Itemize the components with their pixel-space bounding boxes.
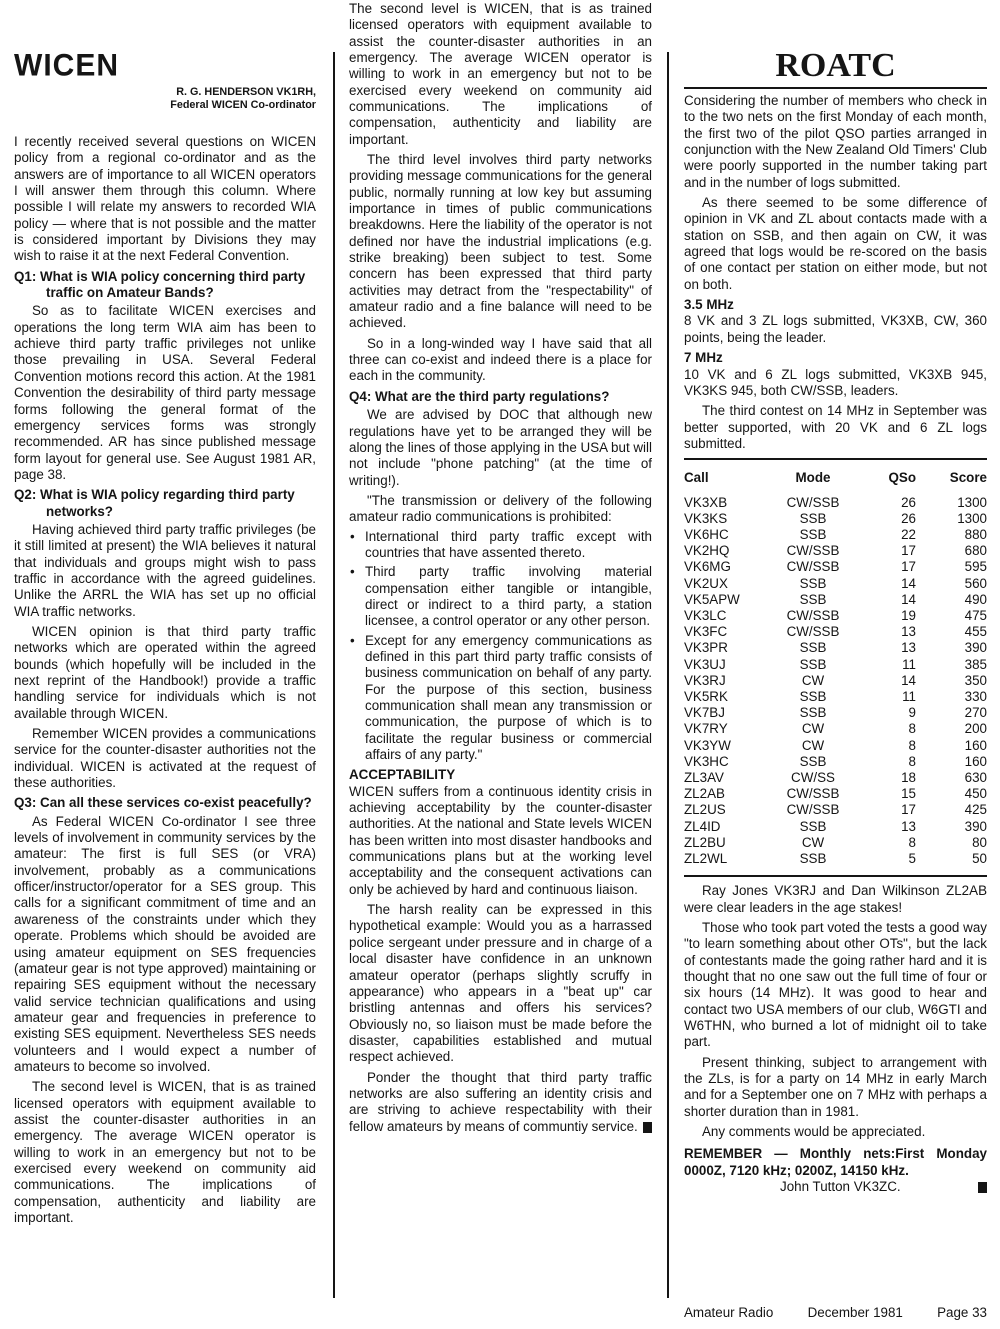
table-row	[684, 527, 987, 543]
roatc-paragraph-6: Present thinking, subject to arrangement with the ZLs, is for a party on 14 MHz in early March and for a September one on 7 MHz with perhaps a shorter duration than in 1981.	[684, 1054, 987, 1119]
page-number: Page 33	[937, 1305, 987, 1320]
table-row	[684, 592, 987, 608]
cell-score: 160	[964, 753, 987, 769]
table-row	[684, 770, 987, 786]
cell-qso: 26	[901, 510, 916, 526]
remember-note: REMEMBER — Monthly nets:First Monday 0000Z, 7120 kHz; 0200Z, 14150 kHz.	[684, 1146, 987, 1178]
intro-paragraph: I recently received several questions on WICEN policy from a regional co-ordinator and as the answers are of importance to all WICEN operators I will answer them through this column. Where possible I will relate my answers to recorded WIA policy — where that is not possible and the matter is considered important by Divisions they may wish to raise it at the next Federal Convention.	[14, 134, 316, 264]
band-results-7mhz: 10 VK and 6 ZL logs submitted, VK3XB 945, VK3KS 945, both CW/SSB, leaders.	[684, 366, 987, 398]
question-3: Q3: Can all these services co-exist peacefully?	[14, 795, 312, 811]
cell-call: ZL2US	[684, 802, 726, 818]
author-name: R. G. HENDERSON VK1RH,	[176, 86, 316, 98]
cell-call: ZL3AV	[684, 770, 724, 786]
list-item: • International third party traffic except with countries that have assented thereto.	[350, 528, 652, 560]
cell-score: 680	[964, 543, 987, 559]
cell-qso: 8	[908, 753, 916, 769]
cell-score: 270	[964, 705, 987, 721]
q2-paragraph-1: Having achieved third party traffic privileges (be it still limited at present) the WIA believes it natural that individuals and groups might wish to pass traffic in accordance with the agreed guidelines. Unlike the ARRL the WIA has set up no official WIA traffic networks.	[14, 521, 316, 619]
page-footer	[684, 1305, 987, 1320]
cell-score: 50	[972, 851, 987, 867]
cell-qso: 13	[901, 624, 916, 640]
wicen-title: WICEN	[14, 48, 119, 83]
q2-paragraph-2: WICEN opinion is that third party traffic networks which are operated within the agreed bounds (which hopefully will be included in the next reprint of the Handbook!) provide a traffic handling service for individuals which is not available through WICEN.	[14, 623, 316, 721]
cell-qso: 19	[901, 607, 916, 623]
cell-qso: 8	[908, 834, 916, 850]
cell-score: 630	[964, 770, 987, 786]
end-mark	[978, 1182, 987, 1193]
table-row	[684, 819, 987, 835]
cell-mode: SSB	[799, 526, 827, 542]
cell-call: VK3UJ	[684, 656, 726, 672]
header-qso: QSo	[888, 470, 916, 486]
table-row	[684, 786, 987, 802]
roatc-column	[684, 48, 987, 1195]
table-row	[684, 624, 987, 640]
header-call: Call	[684, 470, 709, 486]
q3-paragraph-2-continued: The second level is WICEN, that is as trained licensed operators with equipment available to assist the counter-disaster authorities in an emergency. The average WICEN operator is willing to work in an emergency but not to be exercised every weekend on community aid communications. The implications of compensation, authenticity and liability are important.	[349, 1, 652, 147]
cell-score: 425	[964, 802, 987, 818]
q4-paragraph-2: "The transmission or delivery of the following amateur radio communications is prohibited:	[349, 492, 652, 525]
author-byline	[14, 86, 316, 112]
cell-qso: 13	[901, 640, 916, 656]
cell-call: VK2HQ	[684, 543, 730, 559]
cell-mode: SSB	[799, 591, 827, 607]
cell-qso: 15	[901, 786, 916, 802]
column-rule-2	[667, 52, 669, 1298]
publication-name: Amateur Radio	[684, 1305, 774, 1320]
cell-mode: SSB	[799, 640, 827, 656]
cell-mode: SSB	[799, 851, 827, 867]
cell-score: 390	[964, 818, 987, 834]
cell-mode: SSB	[799, 575, 827, 591]
question-1: Q1: What is WIA policy concerning third party traffic on Amateur Bands?	[14, 268, 306, 301]
cell-call: VK3YW	[684, 737, 731, 753]
question-4: Q4: What are the third party regulations?	[349, 388, 610, 404]
cell-score: 200	[964, 721, 987, 737]
issue-date: December 1981	[807, 1305, 903, 1320]
cell-mode: SSB	[799, 510, 827, 526]
cell-call: VK6HC	[684, 526, 729, 542]
cell-mode: CW/SSB	[786, 802, 840, 818]
q2-paragraph-3: Remember WICEN provides a communications service for the counter-disaster authorities not the individual. WICEN is activated at the request of these authorities.	[14, 726, 316, 791]
table-row	[684, 738, 987, 754]
cell-mode: CW/SS	[791, 770, 835, 786]
roatc-paragraph-4: Ray Jones VK3RJ and Dan Wilkinson ZL2AB were clear leaders in the age stakes!	[684, 883, 987, 915]
cell-mode: SSB	[799, 818, 827, 834]
author-role: Federal WICEN Co-ordinator	[170, 99, 316, 111]
cell-score: 160	[964, 737, 987, 753]
cell-call: ZL2WL	[684, 851, 728, 867]
table-row	[684, 543, 987, 559]
table-row	[684, 802, 987, 818]
roatc-paragraph-5: Those who took part voted the tests a good way "to learn something about other OTs", but the lack of contestants made the going rather hard and it is thought that no one saw out the full time of four or six hours (14 MHz). It was good to hear and contact two USA members of our club, W6GTI and W6THN, who burned a lot of midnight oil to take part.	[684, 919, 987, 1050]
table-row	[684, 754, 987, 770]
table-row	[684, 608, 987, 624]
header-mode: Mode	[795, 470, 831, 486]
cell-qso: 8	[908, 721, 916, 737]
cell-score: 350	[964, 672, 987, 688]
table-row	[684, 721, 987, 737]
results-table	[684, 468, 987, 867]
roatc-title: ROATC	[775, 47, 896, 84]
table-bottom-rule	[684, 875, 987, 877]
cell-qso: 14	[901, 575, 916, 591]
cell-qso: 11	[902, 656, 916, 672]
q3-paragraph-4: So in a long-winded way I have said that all three can co-exist and indeed there is a place for each in the community.	[349, 335, 652, 384]
cell-call: VK7RY	[684, 721, 728, 737]
acceptability-paragraph-3: Ponder the thought that third party traffic networks are also suffering an identity crisis and are striving to achieve respectability with their fellow amateurs by means of communtiy service.	[349, 1069, 652, 1134]
table-row	[684, 657, 987, 673]
cell-call: VK3LC	[684, 607, 727, 623]
cell-qso: 13	[901, 818, 916, 834]
cell-call: ZL2BU	[684, 834, 726, 850]
cell-call: VK3PR	[684, 640, 728, 656]
cell-score: 1300	[957, 510, 987, 526]
roatc-paragraph-1: Considering the number of members who check in to the two nets on the first Monday of each month, the first two of the pilot QSO parties arranged in conjunction with the New Zealand Old Timers' Club were poorly supported in the number taking part and in the number of logs submitted.	[684, 93, 987, 190]
q1-paragraph: So as to facilitate WICEN exercises and operations the long term WIA aim has been to achieve third party traffic privileges not unlike those prevailing in USA. Several Federal Convention motions record this action. At the 1981 Convention the desirability of third party message forms following the general format of the emergency services forms was strongly recommended. AR has since published message form layout for general use. See August 1981 AR, page 38.	[14, 303, 316, 482]
roatc-paragraph-7: Any comments would be appreciated.	[702, 1124, 926, 1140]
cell-call: VK7BJ	[684, 705, 725, 721]
cell-mode: CW/SSB	[786, 607, 840, 623]
table-header-row	[684, 468, 987, 494]
cell-qso: 26	[901, 494, 916, 510]
cell-call: VK3RJ	[684, 672, 726, 688]
roatc-paragraph-3: The third contest on 14 MHz in September was better supported, with 20 VK and 6 ZL logs submitted.	[684, 403, 987, 451]
column-rule-1	[333, 52, 335, 1298]
cell-mode: SSB	[799, 753, 827, 769]
cell-mode: SSB	[799, 656, 827, 672]
q4-paragraph-1: We are advised by DOC that although new regulations have yet to be arranged they will be along the lines of those applying in the USA but will not include "phone patching" (at the time of writing!).	[349, 407, 652, 488]
roatc-paragraph-2: As there seemed to be some difference of opinion in VK and ZL about contacts made with a station on SSB, and then again on CW, it was agreed that logs would be re-scored on the basis of one contact per station on either mode, but not on both.	[684, 195, 987, 292]
table-row	[684, 835, 987, 851]
table-row	[684, 673, 987, 689]
table-row	[684, 559, 987, 575]
cell-mode: CW	[801, 721, 825, 737]
acceptability-heading: ACCEPTABILITY	[349, 767, 456, 783]
cell-score: 80	[972, 834, 987, 850]
cell-qso: 8	[908, 737, 916, 753]
end-mark	[643, 1122, 652, 1133]
cell-mode: CW/SSB	[786, 494, 840, 510]
cell-mode: CW/SSB	[786, 543, 840, 559]
table-row	[684, 495, 987, 511]
roatc-title-rule	[684, 87, 987, 89]
table-row	[684, 640, 987, 656]
cell-qso: 17	[901, 802, 916, 818]
cell-call: VK6MG	[684, 559, 731, 575]
cell-score: 595	[964, 559, 987, 575]
table-row	[684, 705, 987, 721]
signoff: John Tutton VK3ZC.	[684, 1179, 987, 1195]
wicen-column-1	[14, 48, 316, 1225]
results-table-body	[684, 495, 987, 868]
cell-qso: 11	[902, 689, 916, 704]
cell-call: VK3KS	[684, 510, 728, 526]
band-heading-7mhz: 7 MHz	[684, 350, 723, 366]
cell-mode: CW/SSB	[786, 559, 840, 575]
cell-qso: 17	[901, 559, 916, 575]
cell-score: 1300	[957, 494, 987, 510]
table-row	[684, 576, 987, 592]
band-heading-3-5mhz: 3.5 MHz	[684, 297, 734, 313]
cell-call: VK3XB	[684, 494, 728, 510]
cell-call: VK3FC	[684, 624, 728, 640]
cell-call: ZL2AB	[684, 786, 725, 802]
prohibited-list	[349, 529, 652, 764]
cell-call: VK2UX	[684, 575, 728, 591]
cell-call: VK5APW	[684, 591, 740, 607]
cell-mode: CW	[801, 672, 825, 688]
cell-score: 390	[964, 640, 987, 656]
cell-score: 880	[964, 526, 987, 542]
header-score: Score	[949, 470, 987, 486]
cell-qso: 22	[901, 526, 916, 542]
cell-mode: SSB	[799, 705, 827, 721]
list-item: • Except for any emergency communications as defined in this part third party traffic consists of business communication on behalf of any party. For the purpose of this section, business communication shall mean any transmission or communication, the purpose of which is to facilitate the regular business or commercial affairs of any party."	[350, 632, 652, 763]
cell-mode: SSB	[799, 689, 827, 704]
cell-mode: CW/SSB	[786, 786, 840, 802]
cell-call: ZL4ID	[684, 818, 721, 834]
cell-score: 490	[964, 591, 987, 607]
acceptability-paragraph-1: WICEN suffers from a continuous identity crisis in achieving acceptability by the counter-disaster authorities. At the national and State levels WICEN has been written into most disaster handbooks and communications plans but at the working level acceptability and the consequent activations can only be achieved by hard and continuous liaison.	[349, 783, 652, 897]
cell-call: VK5RK	[684, 689, 728, 704]
q3-paragraph-1: As Federal WICEN Co-ordinator I see three levels of involvement in community services by the amateur: The first is full SES (or VRA) involvement, probably as a communications officer/instructor/operator for a SES group. This calls for a significant commitment of time and an awareness of the constraints under which they operate. Problems which should be avoided are using amateur equipment on SES frequencies (amateur gear is not type approved) maintaining or repairing SES equipment without the necessary valid service technician qualifications and using amateur gear and frequencies in preference to existing SES equipment. Nevertheless SES needs volunteers and I would expect a number of amateurs to become so involved.	[14, 813, 316, 1074]
cell-score: 455	[964, 624, 987, 640]
q3-paragraph-3: The third level involves third party networks providing message communications for the general public, normally running at low key but assuming importance in times of public communications breakdowns. Here the liability of the operator is not defined nor have the industrial implications (e.g. strike breaking) been subject to test. Some concern has been expressed that third party activities may detract from the "respectability" of amateur radio and a fine balance will need to be achieved.	[349, 152, 652, 331]
cell-score: 330	[964, 689, 987, 704]
cell-score: 560	[964, 575, 987, 591]
cell-mode: CW	[801, 834, 825, 850]
cell-qso: 14	[901, 672, 916, 688]
table-row	[684, 851, 987, 867]
cell-call: VK3HC	[684, 753, 729, 769]
table-top-rule	[684, 458, 987, 460]
cell-mode: CW/SSB	[786, 624, 840, 640]
table-row	[684, 689, 987, 705]
cell-qso: 18	[901, 770, 916, 786]
acceptability-paragraph-2: The harsh reality can be expressed in this hypothetical example: Would you as a harrassed police sergeant under pressure and in charge of a local disaster have confidence in an unknown amateur operator (perhaps slightly scruffy in appearance) who appears in a "beat up" car bristling antennas and offers his services? Obviously no, so liaison must be made before the disaster, capabilities established and mutual respect achieved.	[349, 902, 652, 1065]
cell-qso: 5	[908, 851, 916, 867]
band-results-3-5mhz: 8 VK and 3 ZL logs submitted, VK3XB, CW, 360 points, being the leader.	[684, 313, 987, 345]
cell-qso: 17	[901, 543, 916, 559]
q3-paragraph-2a: The second level is WICEN, that is as trained licensed operators with equipment available to assist the counter-disaster authorities in an emergency. The average WICEN operator is willing to work in an emergency but not to be exercised every weekend on community aid communications. The implications of compensation, authenticity and liability are important.	[14, 1079, 316, 1225]
list-item: • Third party traffic involving material compensation either tangible or intangible, direct or indirect to a third party, a station licensee, a control operator or any other person.	[350, 564, 652, 629]
cell-score: 385	[964, 656, 987, 672]
cell-score: 475	[964, 607, 987, 623]
cell-score: 450	[964, 786, 987, 802]
cell-mode: CW	[801, 737, 825, 753]
cell-qso: 9	[908, 705, 916, 721]
cell-qso: 14	[901, 591, 916, 607]
wicen-column-2	[349, 1, 652, 1135]
table-row	[684, 511, 987, 527]
question-2: Q2: What is WIA policy regarding third party networks?	[14, 487, 295, 519]
